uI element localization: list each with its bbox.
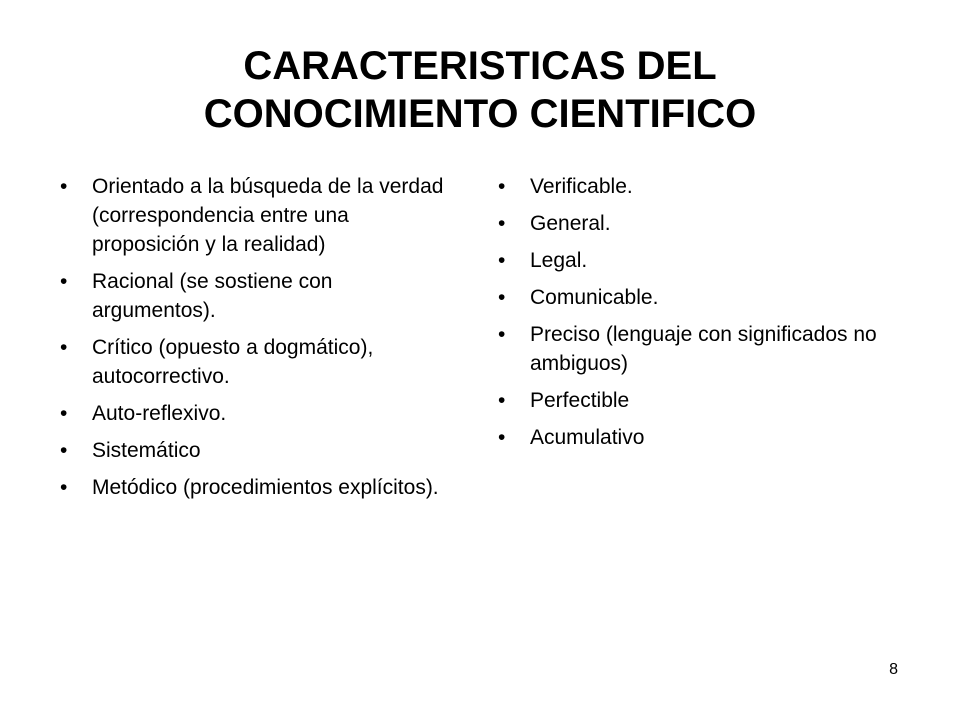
bullet-icon: • xyxy=(498,175,506,198)
bullet-icon: • xyxy=(60,402,68,425)
list-item-text: Comunicable. xyxy=(530,286,659,309)
list-item-text: Auto-reflexivo. xyxy=(92,402,227,425)
list-item-text: Metódico (procedimientos explícitos). xyxy=(92,476,439,499)
bullet-icon: • xyxy=(498,323,506,346)
list-item-text: Preciso (lenguaje con significados no ambiguos) xyxy=(530,323,877,375)
list-item-text: Verificable. xyxy=(530,175,633,198)
bullet-icon: • xyxy=(498,426,506,449)
list-item-text: Crítico (opuesto a dogmático), autocorrectivo. xyxy=(92,336,374,388)
list-item-text: Racional (se sostiene con argumentos). xyxy=(92,270,333,322)
bullet-icon: • xyxy=(60,336,68,359)
left-bullet-list xyxy=(60,172,460,510)
list-item-text: Perfectible xyxy=(530,389,630,412)
list-item xyxy=(60,399,460,428)
bullet-icon: • xyxy=(498,212,506,235)
list-item-text: Legal. xyxy=(530,249,588,272)
list-item xyxy=(60,473,460,502)
list-item xyxy=(498,172,908,201)
page-number: 8 xyxy=(889,661,898,678)
bullet-icon: • xyxy=(60,476,68,499)
list-item xyxy=(498,283,908,312)
title-line-2: CONOCIMIENTO CIENTIFICO xyxy=(203,92,757,136)
bullet-icon: • xyxy=(60,439,68,462)
list-item xyxy=(60,436,460,465)
list-item xyxy=(498,209,908,238)
slide-title xyxy=(60,42,900,138)
list-item-text: General. xyxy=(530,212,611,235)
bullet-icon: • xyxy=(498,286,506,309)
list-item-text: Acumulativo xyxy=(530,426,645,449)
list-item xyxy=(498,386,908,415)
list-item xyxy=(498,320,908,378)
bullet-icon: • xyxy=(498,389,506,412)
bullet-icon: • xyxy=(498,249,506,272)
bullet-icon: • xyxy=(60,175,68,198)
right-bullet-list xyxy=(498,172,908,460)
list-item-text: Orientado a la búsqueda de la verdad (correspondencia entre una proposición y la realidad) xyxy=(92,175,444,256)
bullet-icon: • xyxy=(60,270,68,293)
list-item xyxy=(498,423,908,452)
list-item xyxy=(498,246,908,275)
list-item xyxy=(60,172,460,259)
list-item xyxy=(60,333,460,391)
title-line-1: CARACTERISTICAS DEL xyxy=(243,44,717,88)
list-item-text: Sistemático xyxy=(92,439,201,462)
list-item xyxy=(60,267,460,325)
